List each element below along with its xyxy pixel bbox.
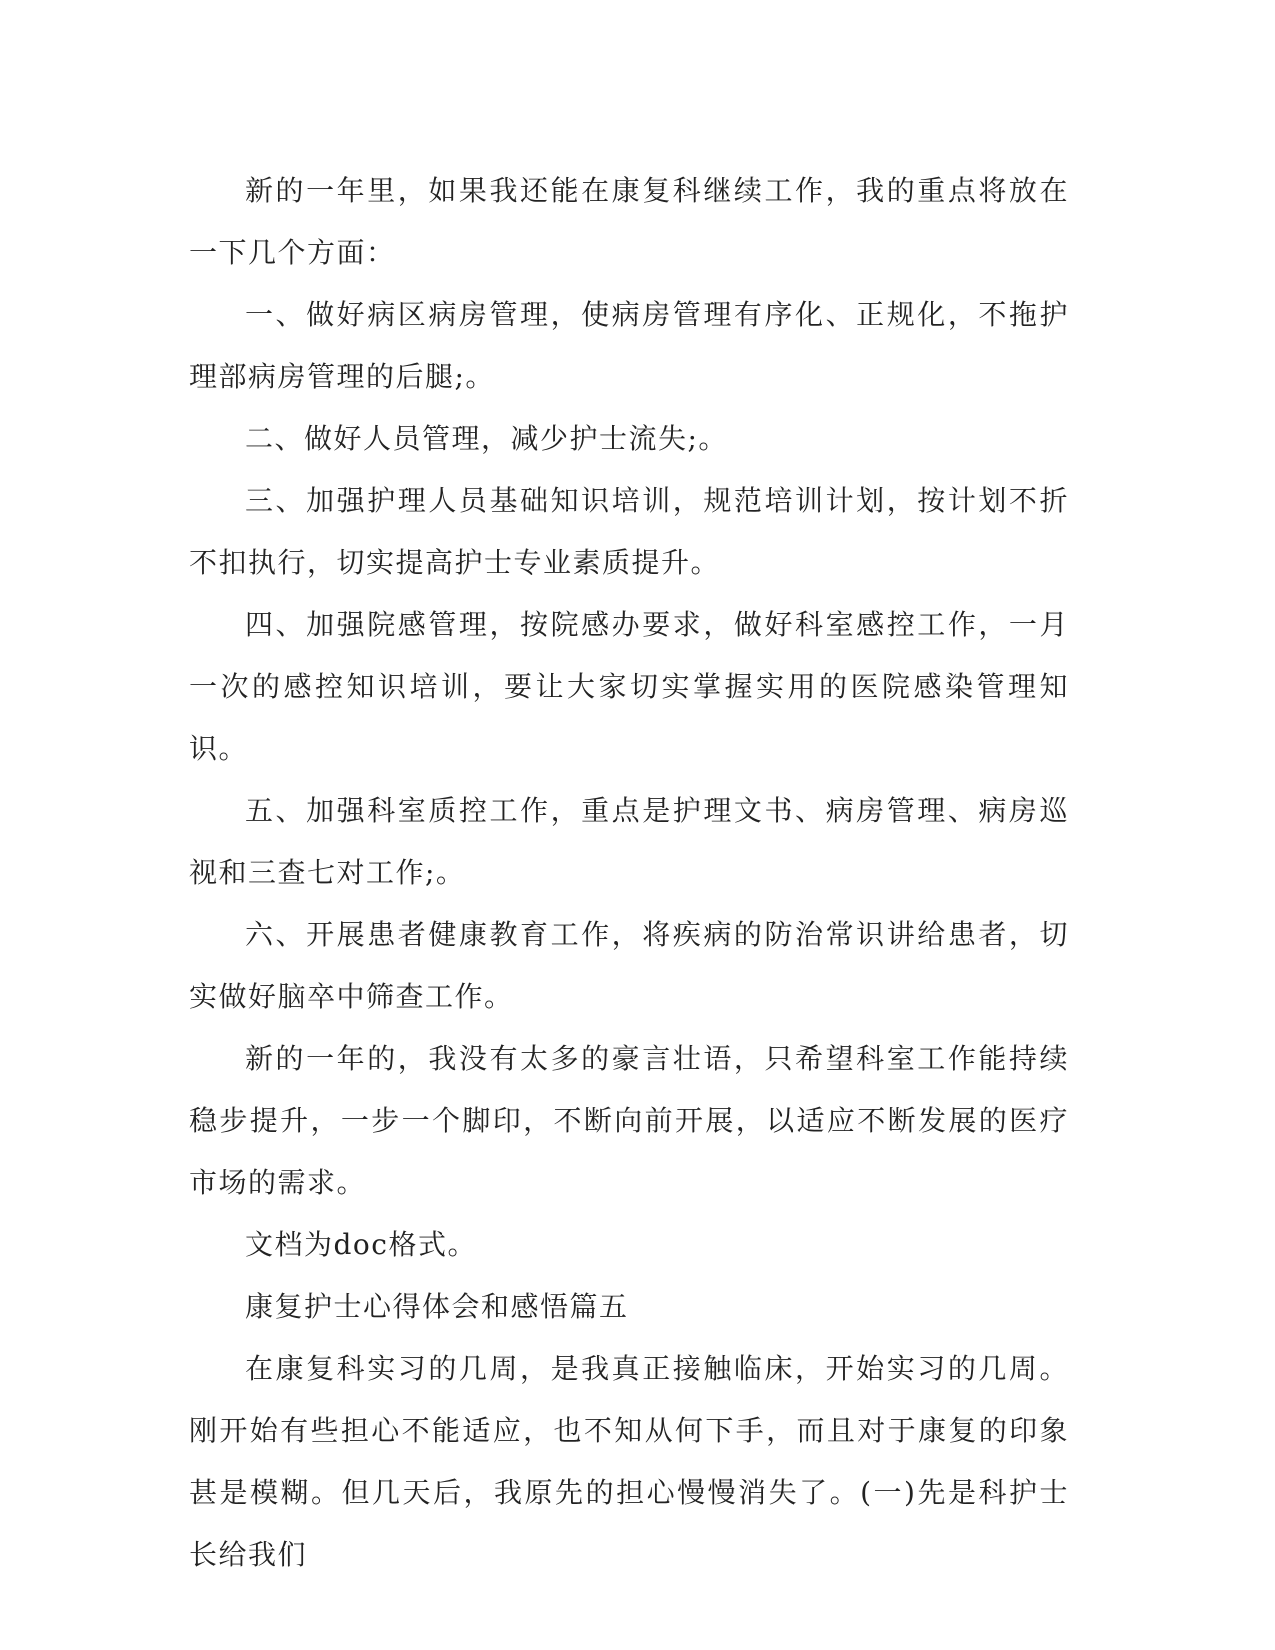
paragraph-item-6: 六、开展患者健康教育工作，将疾病的防治常识讲给患者，切实做好脑卒中筛查工作。 xyxy=(189,918,1069,1013)
paragraph-item-4: 四、加强院感管理，按院感办要求，做好科室感控工作，一月一次的感控知识培训，要让大家切实掌握实用的医院感染管理知识。 xyxy=(189,608,1069,765)
document-body xyxy=(189,160,1069,1586)
paragraph-focus-intro: 新的一年里，如果我还能在康复科继续工作，我的重点将放在一下几个方面： xyxy=(189,174,1069,269)
paragraph-item-2: 二、做好人员管理，减少护士流失;。 xyxy=(245,422,728,455)
paragraph-internship: 在康复科实习的几周，是我真正接触临床，开始实习的几周。刚开始有些担心不能适应，也不知从何下手，而且对于康复的印象甚是模糊。但几天后，我原先的担心慢慢消失了。(一)先是科护士长给我们 xyxy=(189,1352,1069,1571)
section-heading: 康复护士心得体会和感悟篇五 xyxy=(245,1290,629,1323)
paragraph-closing: 新的一年的，我没有太多的豪言壮语，只希望科室工作能持续稳步提升，一步一个脚印，不断向前开展，以适应不断发展的医疗市场的需求。 xyxy=(189,1042,1069,1199)
paragraph-item-1: 一、做好病区病房管理，使病房管理有序化、正规化，不拖护理部病房管理的后腿;。 xyxy=(189,298,1069,393)
paragraph-item-3: 三、加强护理人员基础知识培训，规范培训计划，按计划不折不扣执行，切实提高护士专业素质提升。 xyxy=(189,484,1069,579)
paragraph-item-5: 五、加强科室质控工作，重点是护理文书、病房管理、病房巡视和三查七对工作;。 xyxy=(189,794,1069,889)
paragraph-format-note: 文档为doc格式。 xyxy=(245,1228,477,1261)
